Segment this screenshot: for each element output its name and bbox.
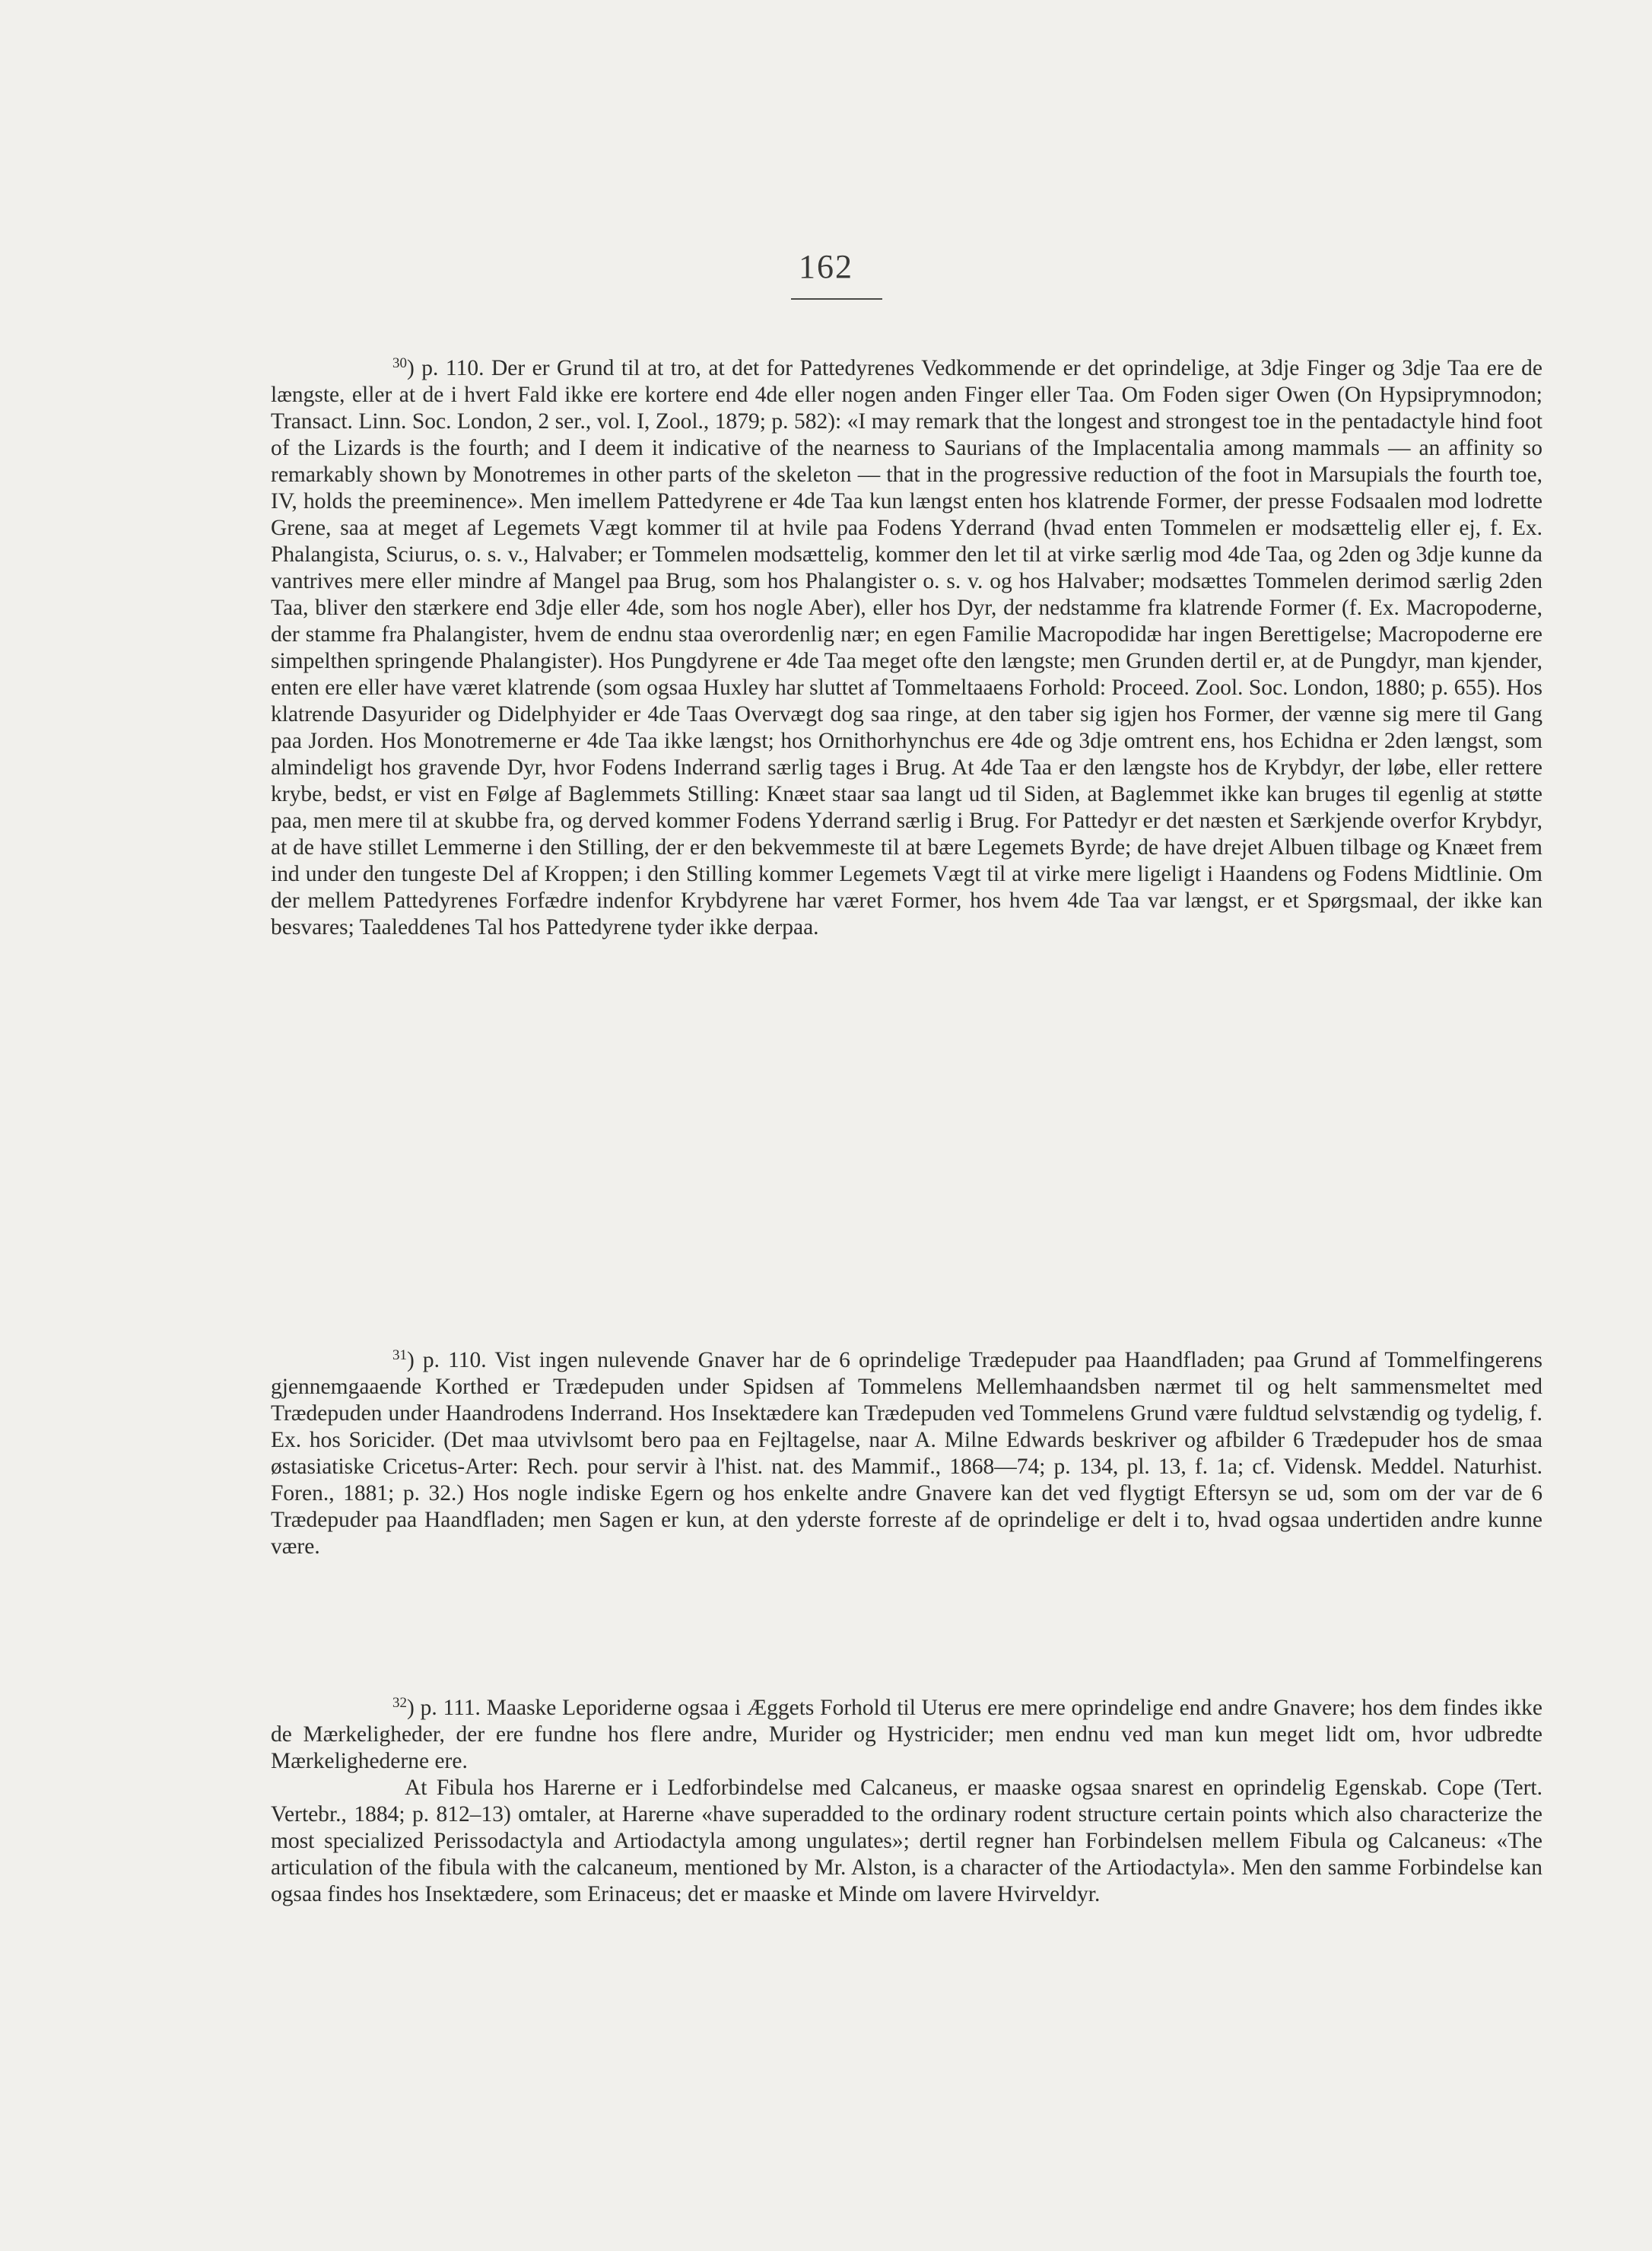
footnote-30	[271, 350, 1542, 941]
footnote-31-number: 31	[392, 1347, 407, 1363]
footnote-32-paragraph-1	[271, 1690, 1542, 1775]
footnote-32	[271, 1690, 1542, 1908]
footnote-30-paragraph-1	[271, 350, 1542, 941]
footnote-32-paragraph-2	[271, 1775, 1542, 1908]
footnote-32-page-ref: ) p. 111.	[407, 1696, 481, 1720]
footnote-32-text-1: Maaske Leporiderne ogsaa i Æggets Forhold til Uterus ere mere oprindelige end andre Gnavere; hos dem findes ikke de Mærkeligheder, der ere fundne hos flere andre, Murider og Hystricider; men endnu ved man kun meget lidt om, hvor udbredte Mærkelighederne ere.	[271, 1696, 1543, 1773]
page-number-rule	[791, 298, 882, 300]
footnote-31-page-ref: ) p. 110.	[407, 1348, 487, 1372]
footnote-31-text: Vist ingen nulevende Gnaver har de 6 oprindelige Trædepuder paa Haandfladen; paa Grund af Tommelfingerens gjennemgaaende Korthed er Trædepuden under Spidsen af Tommelens Mellemhaandsben nærmet til og helt sammensmeltet med Trædepuden under Haandrodens Inderrand. Hos Insektædere kan Trædepuden ved Tommelens Grund være fuldtud selvstændig og tydelig, f. Ex. hos Soricider. (Det maa utvivlsomt bero paa en Fejltagelse, naar A. Milne Edwards beskriver og afbilder 6 Trædepuder hos de smaa østasiatiske Cricetus-Arter: Rech. pour servir à l'hist. nat. des Mammif., 1868—74; p. 134, pl. 13, f. 1a; cf. Vidensk. Meddel. Naturhist. Foren., 1881; p. 32.) Hos nogle indiske Egern og hos enkelte andre Gnavere kan det ved flygtigt Eftersyn se ud, som om der var de 6 Trædepuder paa Haandfladen; men Sagen er kun, at den yderste forreste af de oprindelige er delt i to, hvad ogsaa undertiden andre kunne være.	[271, 1348, 1542, 1559]
footnote-30-text: Der er Grund til at tro, at det for Pattedyrenes Vedkommende er det oprindelige, at 3dje Finger og 3dje Taa ere de længste, eller at de i hvert Fald ikke ere kortere end 4de eller nogen anden Finger eller Taa. Om Foden siger Owen (On Hypsiprymnodon; Transact. Linn. Soc. London, 2 ser., vol. I, Zool., 1879; p. 582): «I may remark that the longest and strongest toe in the pentadactyle hind foot of the Lizards is the fourth; and I deem it indicative of the nearness to Saurians of the Implacentalia among mammals — an affinity so remarkably shown by Monotremes in other parts of the skeleton — that in the progressive reduction of the foot in Marsupials the fourth toe, IV, holds the preeminence». Men imellem Pattedyrene er 4de Taa kun længst enten hos klatrende Former, der presse Fodsaalen mod lodrette Grene, saa at meget af Legemets Vægt kommer til at hvile paa Fodens Yderrand (hvad enten Tommelen er modsættelig eller ej, f. Ex. Phalangista, Sciurus, o. s. v., Halvaber; er Tommelen modsættelig, kommer den let til at virke særlig mod 4de Taa, og 2den og 3dje kunne da vantrives mere eller mindre af Mangel paa Brug, som hos Phalangister o. s. v. og hos Halvaber; modsættes Tommelen derimod særlig 2den Taa, bliver den stærkere end 3dje eller 4de, som hos nogle Aber), eller hos Dyr, der nedstamme fra klatrende Former (f. Ex. Macropoderne, der stamme fra Phalangister, hvem de endnu staa overordenlig nær; en egen Familie Macropodidæ har ingen Berettigelse; Macropoderne ere simpelthen springende Phalangister). Hos Pungdyrene er 4de Taa meget ofte den længste; men Grunden dertil er, at de Pungdyr, man kjender, enten ere eller have været klatrende (som ogsaa Huxley har sluttet af Tommeltaaens Forhold: Proceed. Zool. Soc. London, 1880; p. 655). Hos klatrende Dasyurider og Didelphyider er 4de Taas Overvægt dog saa ringe, at den taber sig igjen hos Former, der vænne sig mere til Gang paa Jorden. Hos Monotremerne er 4de Taa ikke længst; hos Ornithorhynchus ere 4de og 3dje omtrent ens, hos Echidna er 2den længst, som almindeligt hos gravende Dyr, hvor Fodens Inderrand særlig tages i Brug. At 4de Taa er den længste hos de Krybdyr, der løbe, eller rettere krybe, bedst, er vist en Følge af Baglemmets Stilling: Knæet staar saa langt ud til Siden, at Baglemmet ikke kan bruges til egenlig at støtte paa, men mere til at skubbe fra, og derved kommer Fodens Yderrand særlig i Brug. For Pattedyr er det næsten et Særkjende overfor Krybdyr, at de have stillet Lemmerne i den Stilling, der er den bekvemmeste til at bære Legemets Byrde; de have drejet Albuen tilbage og Knæet frem ind under den tungeste Del af Kroppen; i den Stilling kommer Legemets Vægt til at virke mere ligeligt i Haandens og Fodens Midtlinie. Om der mellem Pattedyrenes Forfædre indenfor Krybdyrene har været Former, hos hvem 4de Taa var længst, er et Spørgsmaal, der ikke kan besvares; Taaleddenes Tal hos Pattedyrene tyder ikke derpaa.	[271, 356, 1543, 940]
footnote-32-number: 32	[392, 1695, 407, 1711]
footnote-31	[271, 1342, 1542, 1560]
footnote-30-page-ref: ) p. 110.	[407, 356, 484, 380]
footnote-31-paragraph-1	[271, 1342, 1542, 1560]
footnote-32-text-2: At Fibula hos Harerne er i Ledforbindelse med Calcaneus, er maaske ogsaa snarest en oprindelig Egenskab. Cope (Tert. Vertebr., 1884; p. 812–13) omtaler, at Harerne «have superadded to the ordinary rodent structure certain points which also characterize the most specialized Perissodactyla and Artiodactyla among ungulates»; dertil regner han Forbindelsen mellem Fibula og Calcaneus: «The articulation of the fibula with the calcaneum, mentioned by Mr. Alston, is a character of the Artiodactyla». Men den samme Forbindelse kan ogsaa findes hos Insektædere, som Erinaceus; det er maaske et Minde om lavere Hvirveldyr.	[271, 1776, 1542, 1906]
footnote-30-number: 30	[392, 355, 407, 371]
page-number: 162	[799, 248, 853, 285]
